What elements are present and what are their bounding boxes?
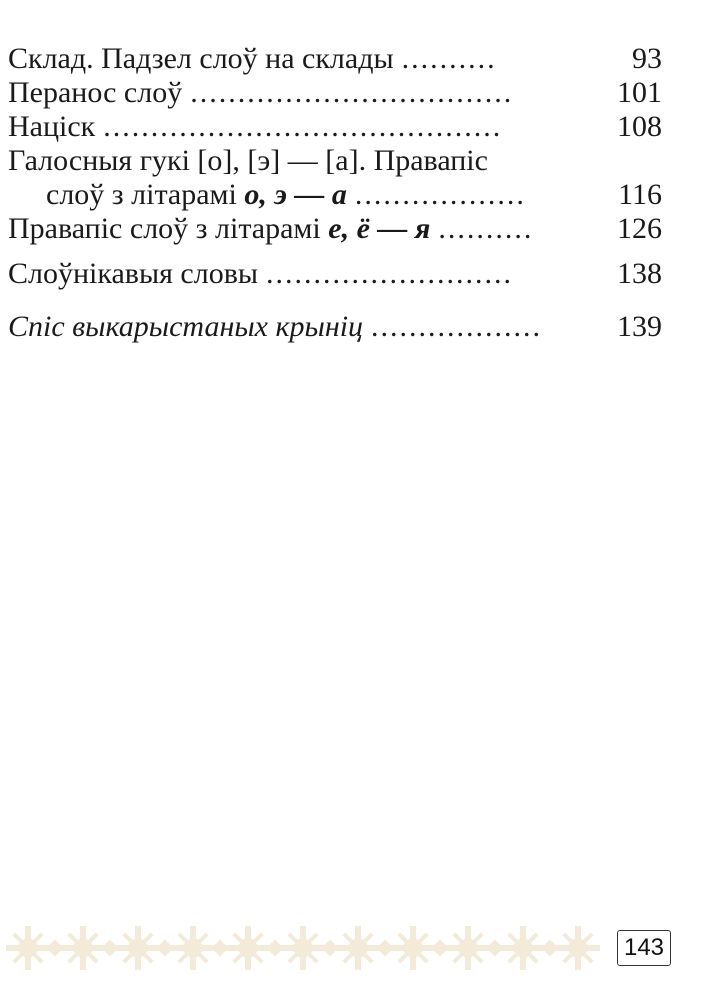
toc-entry[interactable] xyxy=(8,310,662,344)
toc-page-number: 138 xyxy=(617,257,662,290)
ornament-diamond xyxy=(47,940,64,957)
toc-page-number: 101 xyxy=(617,76,662,109)
ornament-flake xyxy=(446,926,490,970)
page-number: 143 xyxy=(617,930,671,966)
ornament-diamond xyxy=(102,940,119,957)
ornament-diamond xyxy=(432,940,449,957)
toc-dot-leader: .......................... xyxy=(266,257,514,290)
ornament-flake xyxy=(171,926,215,970)
table-of-contents xyxy=(8,42,662,344)
toc-dot-leader: .......... xyxy=(438,212,534,245)
folk-ornament-border xyxy=(0,918,600,978)
ornament-flake xyxy=(391,926,435,970)
ornament-diamond xyxy=(322,940,339,957)
ornament-diamond xyxy=(542,940,559,957)
ornament-flake xyxy=(336,926,380,970)
ornament-flake xyxy=(556,926,600,970)
toc-dot-leader: .......... xyxy=(401,42,497,75)
ornament-flake xyxy=(116,926,160,970)
ornament-flake xyxy=(226,926,270,970)
toc-dot-leader: .................. xyxy=(371,310,543,343)
toc-page-number: 126 xyxy=(617,212,662,245)
ornament-flake xyxy=(6,926,50,970)
toc-entry-title xyxy=(46,178,347,212)
toc-entry-title: Перанос слоў xyxy=(8,76,183,109)
toc-entry-title xyxy=(8,212,430,246)
ornament-diamond xyxy=(212,940,229,957)
toc-entry[interactable] xyxy=(8,178,662,212)
ornament-diamond xyxy=(267,940,284,957)
toc-dot-leader: .................................. xyxy=(190,76,514,109)
toc-entry-title: Слоўнікавыя словы xyxy=(8,257,259,290)
toc-dot-leader: .......................................... xyxy=(103,110,503,143)
toc-entry-title-line: Галосныя гукі [о], [э] — [а]. Правапіс xyxy=(8,144,488,177)
toc-entry[interactable] xyxy=(8,42,662,76)
toc-entry-title: Націск xyxy=(8,110,96,143)
ornament-shapes xyxy=(6,926,600,970)
toc-dot-leader: .................. xyxy=(354,178,526,211)
toc-entry[interactable] xyxy=(8,212,662,246)
ornament-diamond xyxy=(377,940,394,957)
ornament-flake xyxy=(281,926,325,970)
toc-entry[interactable] xyxy=(8,76,662,110)
toc-entry-emphasis: о, э — а xyxy=(244,178,347,211)
toc-page-number: 93 xyxy=(632,42,662,75)
toc-page-number: 116 xyxy=(618,178,662,211)
toc-entry-emphasis: е, ё — я xyxy=(328,212,431,245)
ornament-diamond xyxy=(487,940,504,957)
toc-entry-title-prefix: слоў з літарамі xyxy=(46,178,237,211)
ornament-diamond xyxy=(157,940,174,957)
toc-page-number: 108 xyxy=(617,110,662,143)
ornament-flake xyxy=(501,926,545,970)
toc-entry[interactable] xyxy=(8,110,662,144)
toc-entry[interactable] xyxy=(8,257,662,291)
toc-entry-title: Спіс выкарыстаных крыніц xyxy=(8,310,364,343)
ornament-flake xyxy=(61,926,105,970)
toc-page-number: 139 xyxy=(617,310,662,343)
toc-entry-title-prefix: Правапіс слоў з літарамі xyxy=(8,212,321,245)
toc-entry-title: Склад. Падзел слоў на склады xyxy=(8,42,394,75)
